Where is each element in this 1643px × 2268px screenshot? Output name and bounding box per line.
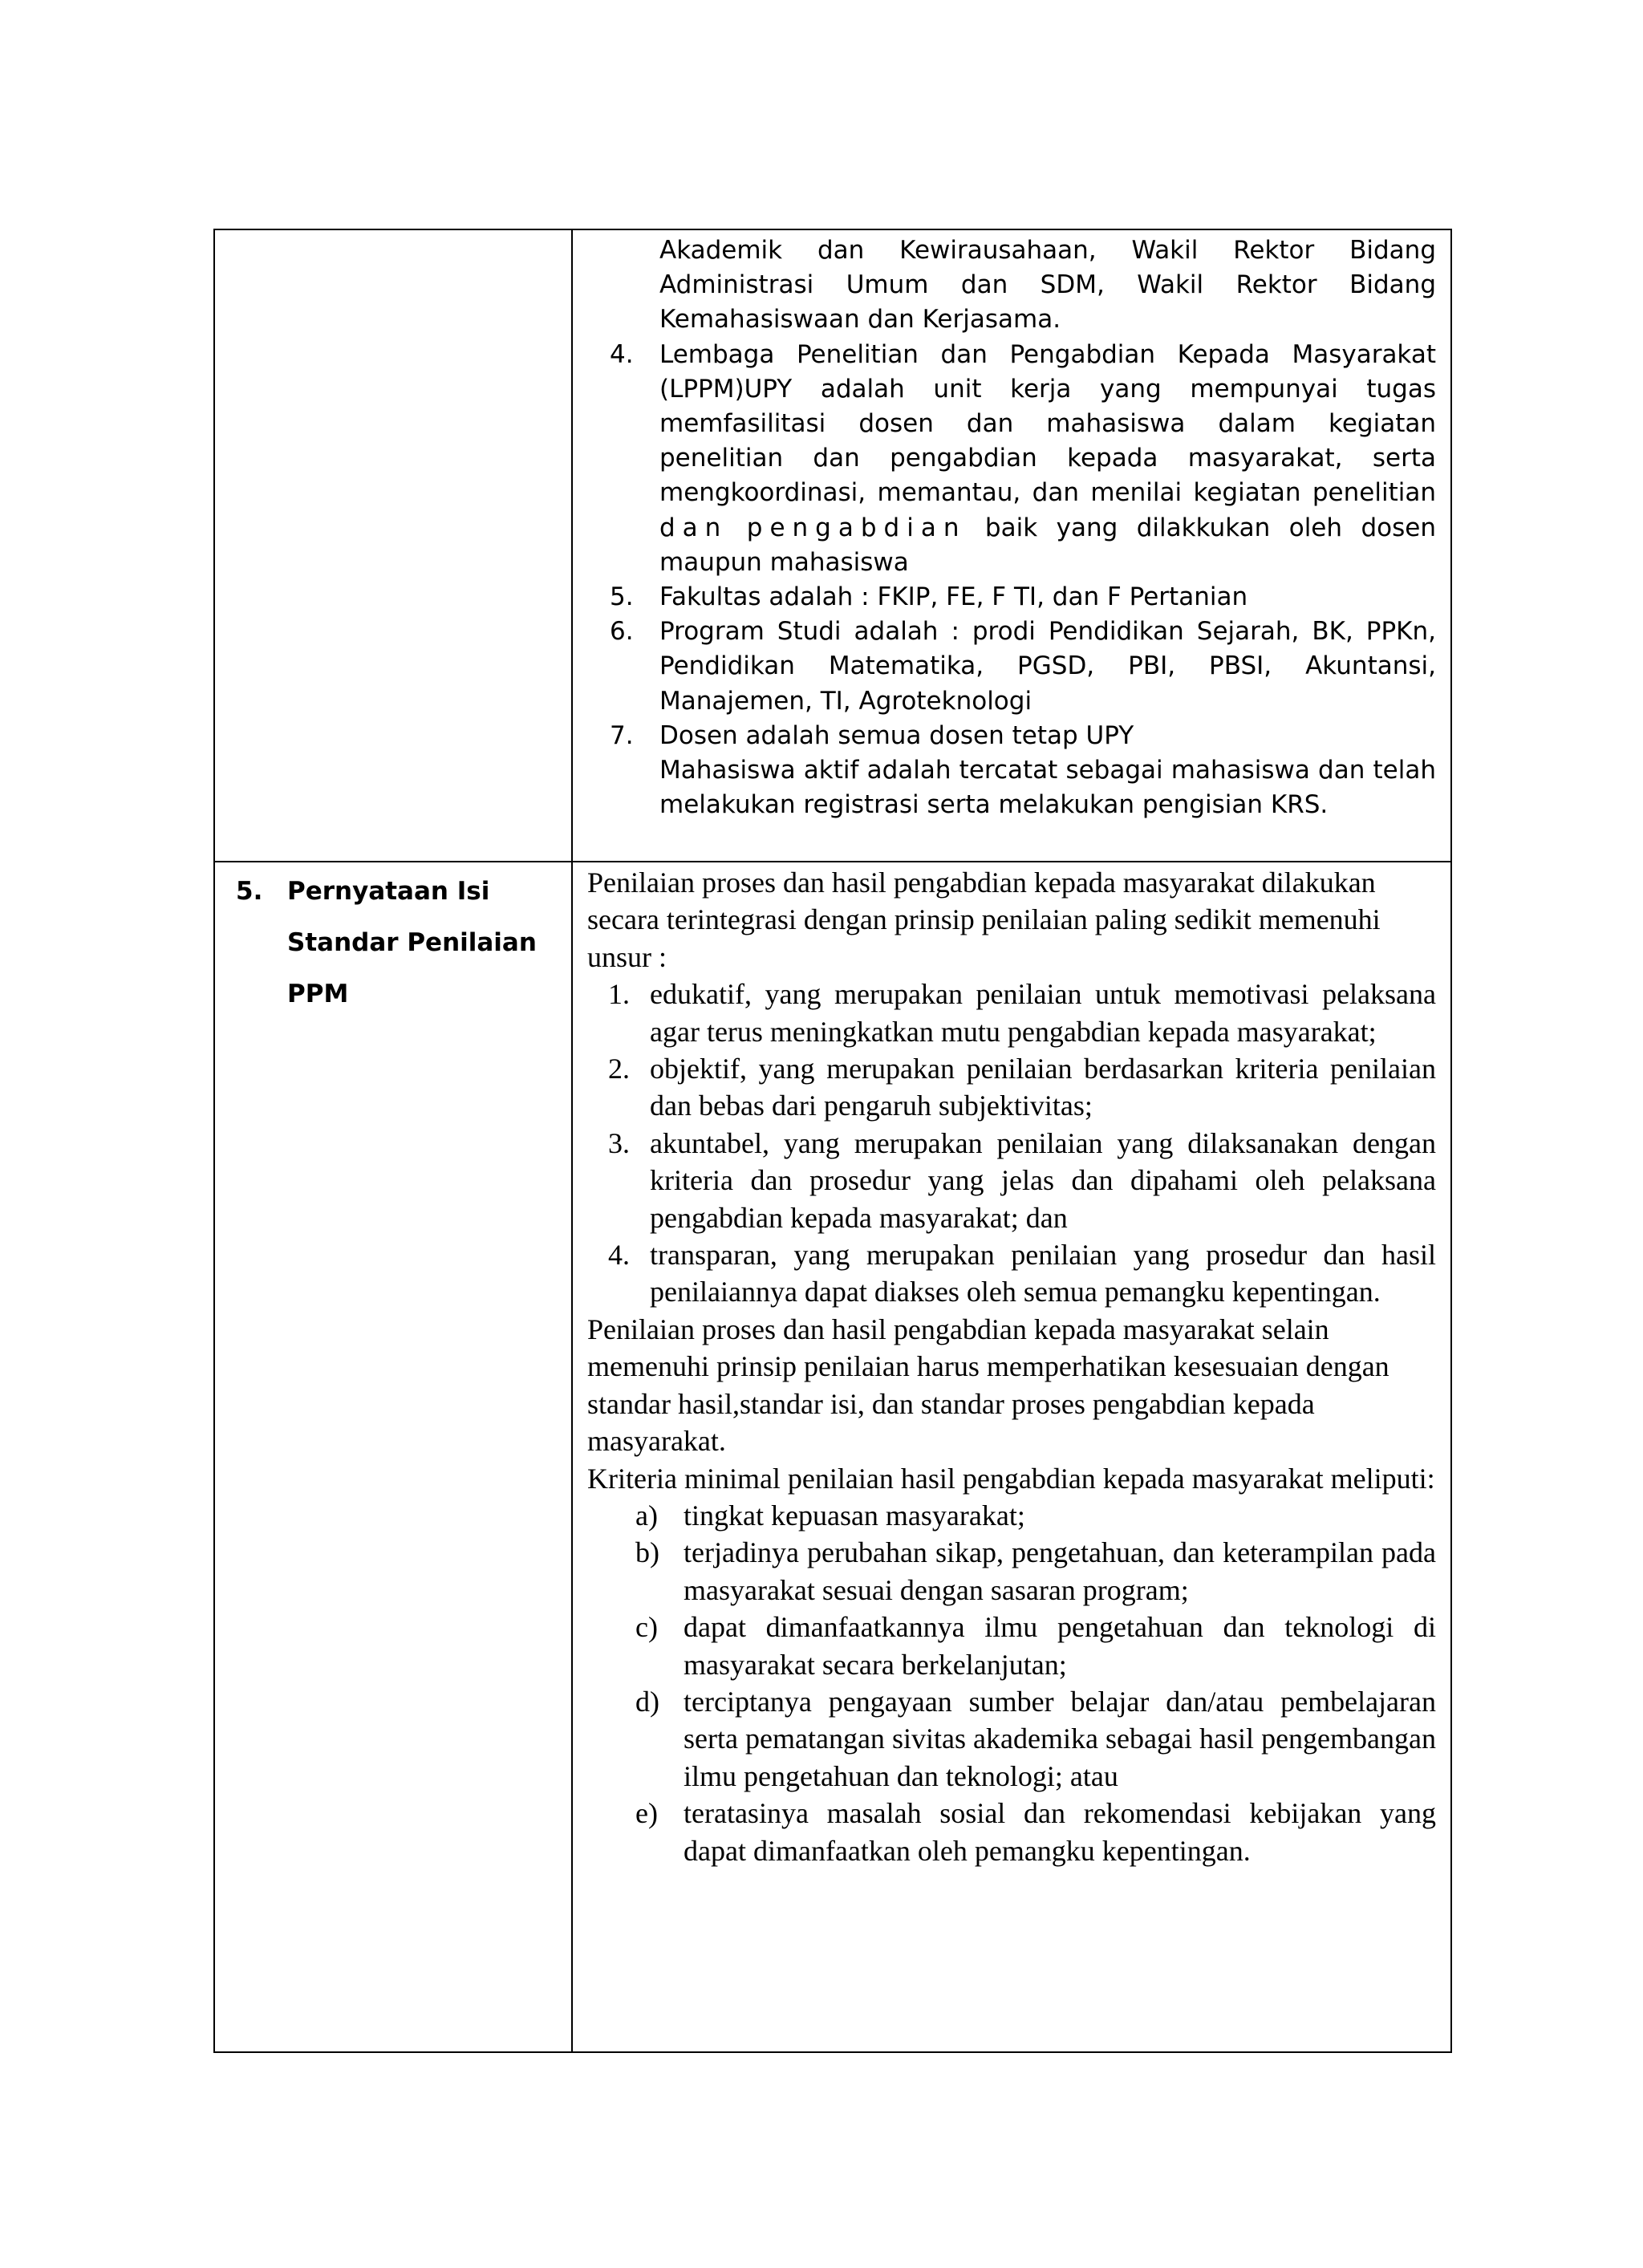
list-item xyxy=(587,1050,1436,1125)
list-text: terjadinya perubahan sikap, pengetahuan, dan keterampilan pada masyarakat sesuai dengan sasaran program; xyxy=(684,1536,1436,1606)
table-row xyxy=(214,229,1451,862)
list-item xyxy=(587,1534,1436,1609)
table-row xyxy=(214,862,1451,2052)
list-text: tingkat kepuasan masyarakat; xyxy=(684,1499,1025,1532)
list-number: 4. xyxy=(608,1239,630,1272)
list-item xyxy=(586,338,1436,580)
list-item xyxy=(587,1609,1436,1683)
body-paragraph: Kriteria minimal penilaian hasil pengabdian kepada masyarakat meliputi: xyxy=(587,1462,1435,1495)
body-paragraph: Penilaian proses dan hasil pengabdian kepada masyarakat selain memenuhi prinsip penilaian harus memperhatikan kesesuaian dengan standar hasil,standar isi, dan standar proses pengabdian kepada masyarakat. xyxy=(587,1313,1389,1458)
standard-table xyxy=(213,229,1452,2053)
section-body-cell xyxy=(572,862,1451,2052)
list-text: dapat dimanfaatkannya ilmu pengetahuan dan teknologi di masyarakat secara berkelanjutan; xyxy=(684,1611,1436,1681)
intro-paragraph: Penilaian proses dan hasil pengabdian kepada masyarakat dilakukan secara terintegrasi dengan prinsip penilaian paling sedikit memenuhi unsur : xyxy=(587,866,1381,973)
list-text: teratasinya masalah sosial dan rekomendasi kebijakan yang dapat dimanfaatkan oleh pemangku kepentingan. xyxy=(684,1797,1436,1867)
list-text: Dosen adalah semua dosen tetap UPY xyxy=(659,720,1134,750)
list-text: objektif, yang merupakan penilaian berdasarkan kriteria penilaian dan bebas dari pengaruh subjektivitas; xyxy=(650,1053,1436,1122)
list-letter: e) xyxy=(635,1797,658,1830)
section-heading xyxy=(236,866,563,1020)
spaced-word: dan xyxy=(659,513,728,542)
list-letter: d) xyxy=(635,1685,659,1718)
continuation-text: Akademik dan Kewirausahaan, Wakil Rektor Bidang Administrasi Umum dan SDM, Wakil Rektor Bidang Kemahasiswaan dan Kerjasama. xyxy=(659,236,1436,335)
list-text: baik yang dilakkukan oleh dosen maupun mahasiswa xyxy=(659,513,1436,577)
list-text: transparan, yang merupakan penilaian yang prosedur dan hasil penilaiannya dapat diakses oleh semua pemangku kepentingan. xyxy=(650,1239,1436,1308)
principles-list xyxy=(587,976,1436,1311)
list-item xyxy=(587,1683,1436,1795)
section-heading-cell xyxy=(214,862,572,2052)
list-item xyxy=(587,976,1436,1050)
list-number: 3. xyxy=(608,1126,630,1159)
list-letter: b) xyxy=(635,1536,659,1569)
list-text: Program Studi adalah : prodi Pendidikan Sejarah, BK, PPKn, Pendidikan Matematika, PGSD, PBI, PBSI, Akuntansi, Manajemen, TI, Agroteknologi xyxy=(659,617,1436,716)
list-text: akuntabel, yang merupakan penilaian yang dilaksanakan dengan kriteria dan prosedur yang jelas dan dipahami oleh pelaksana pengabdian kepada masyarakat; dan xyxy=(650,1126,1436,1234)
list-item xyxy=(587,1125,1436,1236)
list-item xyxy=(587,1236,1436,1311)
list-letter: a) xyxy=(635,1499,658,1532)
definitions-cell xyxy=(572,229,1451,862)
list-item xyxy=(587,1497,1436,1534)
heading-line: PPM xyxy=(287,980,349,1008)
heading-line: Standar Penilaian xyxy=(287,928,537,957)
definitions-list xyxy=(586,338,1436,753)
criteria-list xyxy=(587,1497,1436,1869)
list-text: Fakultas adalah : FKIP, FE, F TI, dan F Pertanian xyxy=(659,582,1248,612)
empty-label-cell xyxy=(214,229,572,862)
list-item xyxy=(586,580,1436,615)
section-number: 5. xyxy=(236,877,263,906)
list-number: 7. xyxy=(610,720,634,750)
list-item xyxy=(587,1795,1436,1869)
list-text: edukatif, yang merupakan penilaian untuk memotivasi pelaksana agar terus meningkatkan mutu pengabdian kepada masyarakat; xyxy=(650,978,1436,1048)
list-number: 1. xyxy=(608,978,630,1011)
list-item xyxy=(586,615,1436,719)
list-item xyxy=(586,719,1436,753)
spaced-word: pengabdian xyxy=(746,513,967,542)
heading-line: Pernyataan Isi xyxy=(287,877,490,906)
list-text: Lembaga Penelitian dan Pengabdian Kepada Masyarakat (LPPM)UPY adalah unit kerja yang mempunyai tugas memfasilitasi dosen dan mahasiswa dalam kegiatan penelitian dan pengabdian kepada masyarakat, serta mengkoordinasi, memantau, dan menilai kegiatan penelitian xyxy=(659,339,1436,508)
tail-text: Mahasiswa aktif adalah tercatat sebagai mahasiswa dan telah melakukan registrasi serta melakukan pengisian KRS. xyxy=(659,756,1436,820)
list-letter: c) xyxy=(635,1611,658,1644)
list-number: 6. xyxy=(610,617,634,647)
list-number: 5. xyxy=(610,582,634,612)
list-number: 4. xyxy=(610,339,634,369)
list-text: terciptanya pengayaan sumber belajar dan/atau pembelajaran serta pematangan sivitas akademika sebagai hasil pengembangan ilmu pengetahuan dan teknologi; atau xyxy=(684,1685,1436,1792)
list-number: 2. xyxy=(608,1053,630,1085)
